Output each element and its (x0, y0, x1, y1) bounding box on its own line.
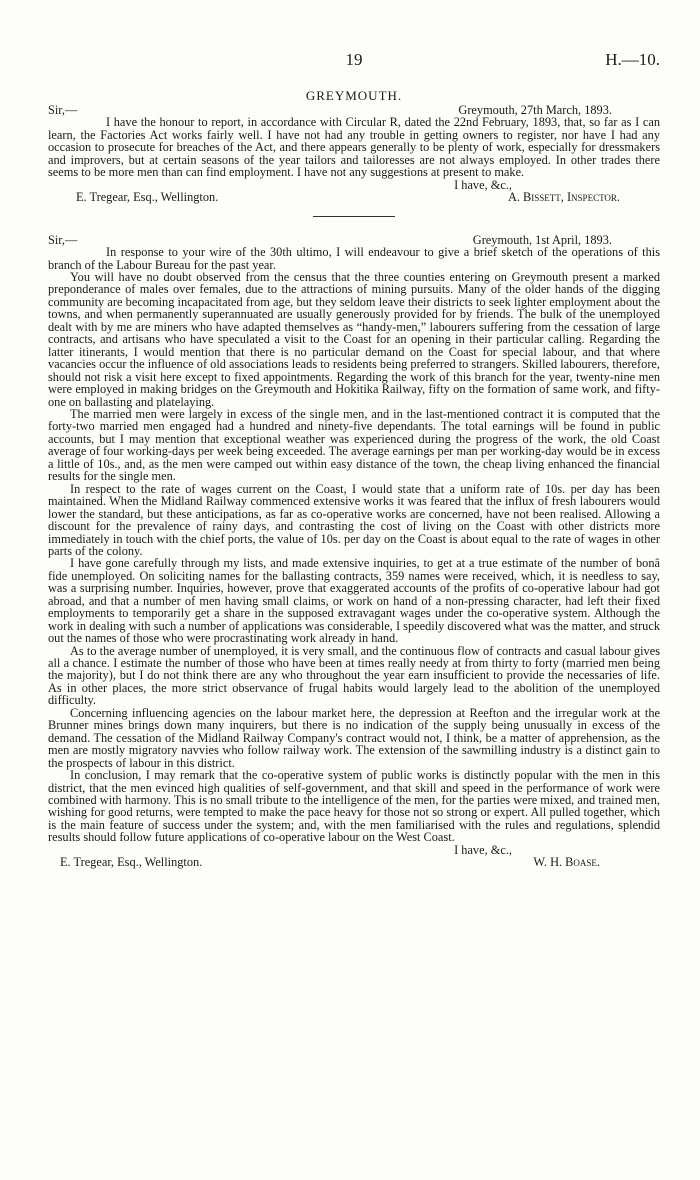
letter-date: Greymouth, 1st April, 1893. (472, 232, 612, 247)
letter-date: Greymouth, 27th March, 1893. (458, 103, 612, 117)
paragraph: As to the average number of unemployed, it is very small, and the continuous flow of contracts and casual labour gives all a chance. I estimate the number of those who have been at times really needy at from thirty to forty (married men being the majority), but I do not think there are any who throughout the year earn insufficient to provide the necessaries of life. As in other places, the more strict observance of frugal habits would largely lead to the abolition of the unemployed difficulty. (48, 643, 660, 708)
paragraph: You will have no doubt observed from the census that the three counties entering on Greymouth present a marked preponderance of males over females, due to the attractions of mining pursuits. Many of the older hands of the digging community are becoming incapacitated from age, but they seldom leave their districts to seek lighter employment about the towns, and when permanently superannuated are usually generously provided for by friends. The bulk of the unemployed dealt with by me are miners who have adapted themselves as “handy-men,” labourers suffering from the cessation of large contracts, and artisans who have speculated a visit to the Coast for an opening in their particular calling. Regarding the latter itinerants, I would mention that there is no particular demand on the Coast for special labour, and that where vacancies occur the influence of old associations leads to residents being preferred to strangers. Skilled labourers, therefore, should not risk a visit here except to fixed appointments. Regarding the work of this branch for the year, twenty-nine men were employed in making bridges on the Greymouth and Hokitika Railway, fifty on the formation of same work, and fifty-one on ballasting and platelaying. (48, 269, 660, 409)
closing: I have, &c., (454, 842, 512, 857)
sign-off-row (76, 191, 660, 203)
signature: W. H. Boase. (533, 855, 600, 870)
salutation: Sir,— (48, 232, 78, 247)
paragraph: In respect to the rate of wages current on the Coast, I would state that a uniform rate of 10s. per day has been maintained. When the Midland Railway commenced extensive works it was feared that the influx of fresh labourers would lower the standard, but these anticipations, as far as co-operative works are concerned, have not been realised. Allowing a discount for the prevalence of rainy days, and contrasting the cost of living on the Coast with other districts more immediately in touch with the chief ports, the value of 10s. per day on the Coast is about equal to the rate of wages in other parts of the colony. (48, 481, 660, 558)
closing: I have, &c., (454, 177, 512, 192)
place-heading: GREYMOUTH. (305, 88, 403, 103)
letter-boase (48, 234, 660, 869)
addressee: E. Tregear, Esq., Wellington. (60, 855, 203, 870)
paragraph: In conclusion, I may remark that the co-operative system of public works is distinctly popular with the men in this district, that the men evinced high qualities of self-government, and that skill and speed in the performance of work were combined with harmony. This is no small tribute to the intelligence of the men, for the parties were mixed, and trained men, wishing for good returns, were tempted to make the pace heavy for those not so strong or expert. All pulled together, which is the main feature of success under the system; and, with the men familiarised with the rules and regulations, splendid results should follow future applications of co-operative labour on the West Coast. (48, 768, 660, 845)
paragraph: The married men were largely in excess of the single men, and in the last-mentioned contract it is computed that the forty-two married men engaged had a hundred and ninety-five dependants. The total earnings will be found in public accounts, but I may mention that exceptional weather was experienced during the progress of the work, the old Coast average of four working-days per week being exceeded. The average earnings per man per working-day would be in excess a little of 10s., and, as the men were camped out within easy distance of the town, the cheap living enhanced the financial results for the single men. (48, 406, 660, 484)
page-header (48, 0, 660, 69)
letter-bissett (48, 104, 660, 204)
sign-off-row (60, 856, 660, 868)
paragraph: In response to your wire of the 30th ultimo, I will endeavour to give a brief sketch of the operations of this branch of the Labour Bureau for the past year. (48, 245, 660, 272)
paragraph: I have gone carefully through my lists, and made extensive inquiries, to get at a true estimate of the number of bonâ fide unemployed. On soliciting names for the ballasting contracts, 359 names were received, which, it is needless to say, was a surprising number. Inquiries, however, prove that exaggerated accounts of the profits of co-operative labour had got abroad, and that a number of men having small claims, or work on hand of a non-pressing character, had left their fixed employments to temporarily get a share in the supposed extravagant wages under the co-operative system. Although the work in dealing with such a number of applications was considerable, I speedily discovered what was the matter, and struck out the names of those who were procrastinating work already in hand. (48, 556, 660, 646)
salutation: Sir,— (48, 103, 78, 117)
addressee: E. Tregear, Esq., Wellington. (76, 190, 219, 205)
signature: A. Bissett, Inspector. (507, 190, 620, 205)
document-reference: H.—10. (605, 50, 660, 69)
paragraph: Concerning influencing agencies on the labour market here, the depression at Reefton and the irregular work at the Brunner mines brings down many inquirers, but there is no indication of the supply being unusually in excess of the demand. The cessation of the Midland Railway Company's contract would not, I think, be a matter of apprehension, as the men are mostly migratory navvies who follow railway work. The extension of the sawmilling industry is a distinct gain to the prospects of labour in this district. (48, 705, 660, 770)
letter-body: I have the honour to report, in accordance with Circular R, dated the 22nd February, 1893, that, so far as I can learn, the Factories Act works fairly well. I have not had any trouble in getting owners to register, nor have I had any occasion to prosecute for breaches of the Act, and there appears generally to be plenty of work, especially for dressmakers and improvers, but at certain seasons of the year tailors and tailoresses are not always employed. In other trades there seems to be more men than can find employment. I have not any suggestions at present to make. (48, 115, 660, 180)
section-divider (313, 216, 395, 217)
page-number: 19 (345, 50, 363, 69)
